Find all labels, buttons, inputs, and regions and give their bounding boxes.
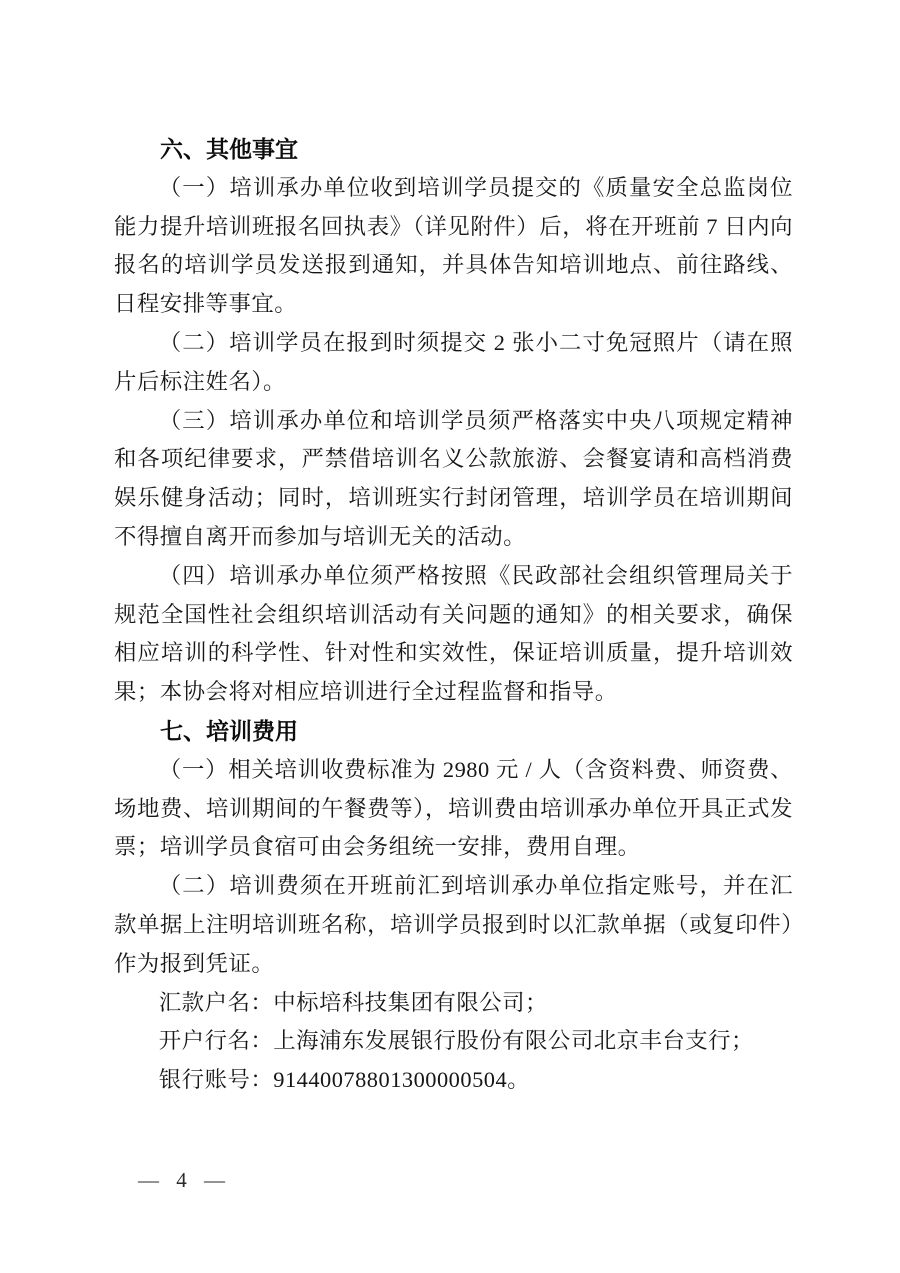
paragraph-registration-notice: （一）培训承办单位收到培训学员提交的《质量安全总监岗位能力提升培训班报名回执表》（详见附件）后，将在开班前 7 日内向报名的培训学员发送报到通知，并具体告知培训地点、前往路线、日程安排等事宜。 xyxy=(114,174,793,317)
paragraph-payment-instructions: （二）培训费须在开班前汇到培训承办单位指定账号，并在汇款单据上注明培训班名称，培训学员报到时以汇款单据（或复印件）作为报到凭证。 xyxy=(114,873,793,976)
document-body xyxy=(114,130,793,1100)
section-heading-training-fees: 七、培训费用 xyxy=(160,717,298,744)
paragraph-photo-requirement: （二）培训学员在报到时须提交 2 张小二寸免冠照片（请在照片后标注姓名）。 xyxy=(114,329,793,394)
paragraph-remittance-bank-name: 开户行名：上海浦东发展银行股份有限公司北京丰台支行； xyxy=(158,1028,754,1054)
section-heading-other-matters: 六、其他事宜 xyxy=(160,136,298,162)
page-number: — 4 — xyxy=(138,1168,231,1192)
paragraph-supervision-requirements: （四）培训承办单位须严格按照《民政部社会组织管理局关于规范全国性社会组织培训活动有关问题的通知》的相关要求，确保相应培训的科学性、针对性和实效性，保证培训质量，提升培训效果；本协会将对相应培训进行全过程监督和指导。 xyxy=(114,562,793,705)
paragraph-remittance-account-name: 汇款户名：中标培科技集团有限公司； xyxy=(158,989,548,1015)
paragraph-fee-standard: （一）相关培训收费标准为 2980 元 / 人（含资料费、师资费、场地费、培训期间的午餐费等），培训费由培训承办单位开具正式发票；培训学员食宿可由会务组统一安排，费用自理。 xyxy=(114,756,793,860)
paragraph-remittance-account-number: 银行账号：91440078801300000504。 xyxy=(158,1067,531,1093)
paragraph-discipline-rules: （三）培训承办单位和培训学员须严格落实中央八项规定精神和各项纪律要求，严禁借培训名义公款旅游、会餐宴请和高档消费娱乐健身活动；同时，培训班实行封闭管理，培训学员在培训期间不得擅自离开而参加与培训无关的活动。 xyxy=(114,407,793,549)
